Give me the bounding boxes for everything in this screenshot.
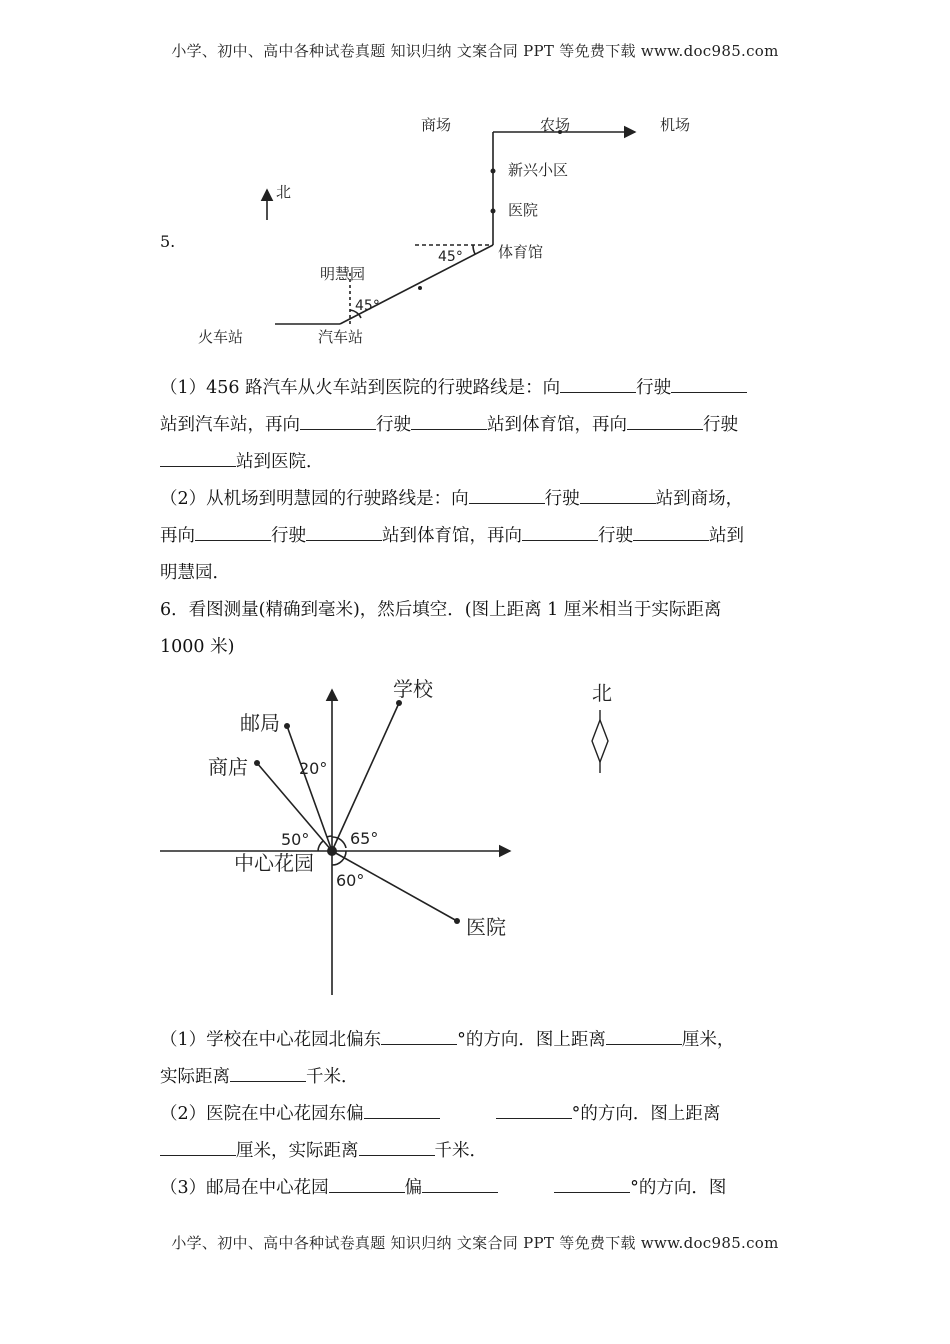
blank[interactable] [359, 1136, 435, 1156]
label-xinxing: 新兴小区 [508, 161, 569, 179]
bus-route-diagram [180, 105, 810, 355]
angle-label-bottom: 45° [355, 298, 380, 314]
angle-label-65: 65° [350, 829, 379, 848]
blank[interactable] [560, 373, 636, 393]
label-gym: 体育馆 [498, 243, 544, 261]
point-shop [254, 760, 260, 766]
blank[interactable] [306, 521, 382, 541]
angle-label-60: 60° [336, 871, 365, 890]
question-5-number: 5. [160, 232, 176, 251]
blank[interactable] [411, 410, 487, 430]
label-airport: 机场 [660, 116, 691, 134]
blank[interactable] [627, 410, 703, 430]
q5-part2: （2）从机场到明慧园的行驶路线是：向 行驶 站到商场， 再向 行驶 站到体育馆，再向 行驶 站到 明慧园． [160, 481, 800, 592]
stop-midway [418, 286, 422, 290]
label-hospital: 医院 [508, 201, 539, 219]
blank[interactable] [633, 521, 709, 541]
blank[interactable] [671, 373, 747, 393]
q5-part1: （1）456 路汽车从火车站到医院的行驶路线是：向 行驶 站到汽车站，再向 行驶 站到体育馆，再向 行驶 站到医院． [160, 370, 800, 481]
angle-label-20: 20° [299, 759, 328, 778]
angle-arc-top [473, 245, 475, 254]
blank[interactable] [300, 410, 376, 430]
q6-part1: （1）学校在中心花园北偏东 °的方向．图上距离 厘米， 实际距离 千米． [160, 1022, 800, 1096]
stop-xinxing [491, 169, 496, 174]
arc-50 [318, 841, 323, 851]
blank[interactable] [580, 484, 656, 504]
label-post-office: 邮局 [240, 711, 280, 735]
point-hospital [454, 918, 460, 924]
blank[interactable] [606, 1025, 682, 1045]
blank[interactable] [195, 521, 271, 541]
center-point [327, 846, 337, 856]
label-farm: 农场 [540, 116, 571, 134]
blank[interactable] [522, 521, 598, 541]
page-header: 小学、初中、高中各种试卷真题 知识归纳 文案合同 PPT 等免费下载 www.doc985.com [171, 42, 779, 60]
label-minghui: 明慧园 [320, 265, 366, 283]
blank[interactable] [381, 1025, 457, 1045]
label-train-station: 火车站 [198, 328, 244, 346]
label-shop: 商店 [208, 755, 248, 779]
q6-part2: （2）医院在中心花园东偏 °的方向．图上距离 厘米，实际距离 千米． [160, 1096, 800, 1170]
blank[interactable] [554, 1173, 630, 1193]
compass-icon [592, 710, 608, 773]
blank[interactable] [160, 447, 236, 467]
direction-diagram [160, 670, 660, 1000]
blank[interactable] [364, 1099, 440, 1119]
blank[interactable] [469, 484, 545, 504]
north-label: 北 [276, 183, 292, 201]
north-label: 北 [592, 681, 612, 705]
point-post [284, 723, 290, 729]
blank[interactable] [329, 1173, 405, 1193]
label-mall: 商场 [421, 116, 452, 134]
label-center-garden: 中心花园 [234, 851, 314, 875]
label-hospital: 医院 [466, 915, 506, 939]
blank[interactable] [422, 1173, 498, 1193]
blank[interactable] [160, 1136, 236, 1156]
q6-title: 6．看图测量(精确到毫米)，然后填空．(图上距离 1 厘米相当于实际距离 1000 米) [160, 600, 722, 657]
page-footer: 小学、初中、高中各种试卷真题 知识归纳 文案合同 PPT 等免费下载 www.doc985.com [171, 1234, 779, 1252]
stop-hospital [491, 209, 496, 214]
label-school: 学校 [393, 677, 433, 701]
label-bus-station: 汽车站 [318, 328, 364, 346]
angle-label-50: 50° [281, 830, 310, 849]
angle-label-top: 45° [438, 249, 463, 265]
blank[interactable] [230, 1062, 306, 1082]
blank[interactable] [496, 1099, 572, 1119]
q6-part3: （3）邮局在中心花园 偏 °的方向．图 [160, 1170, 800, 1207]
